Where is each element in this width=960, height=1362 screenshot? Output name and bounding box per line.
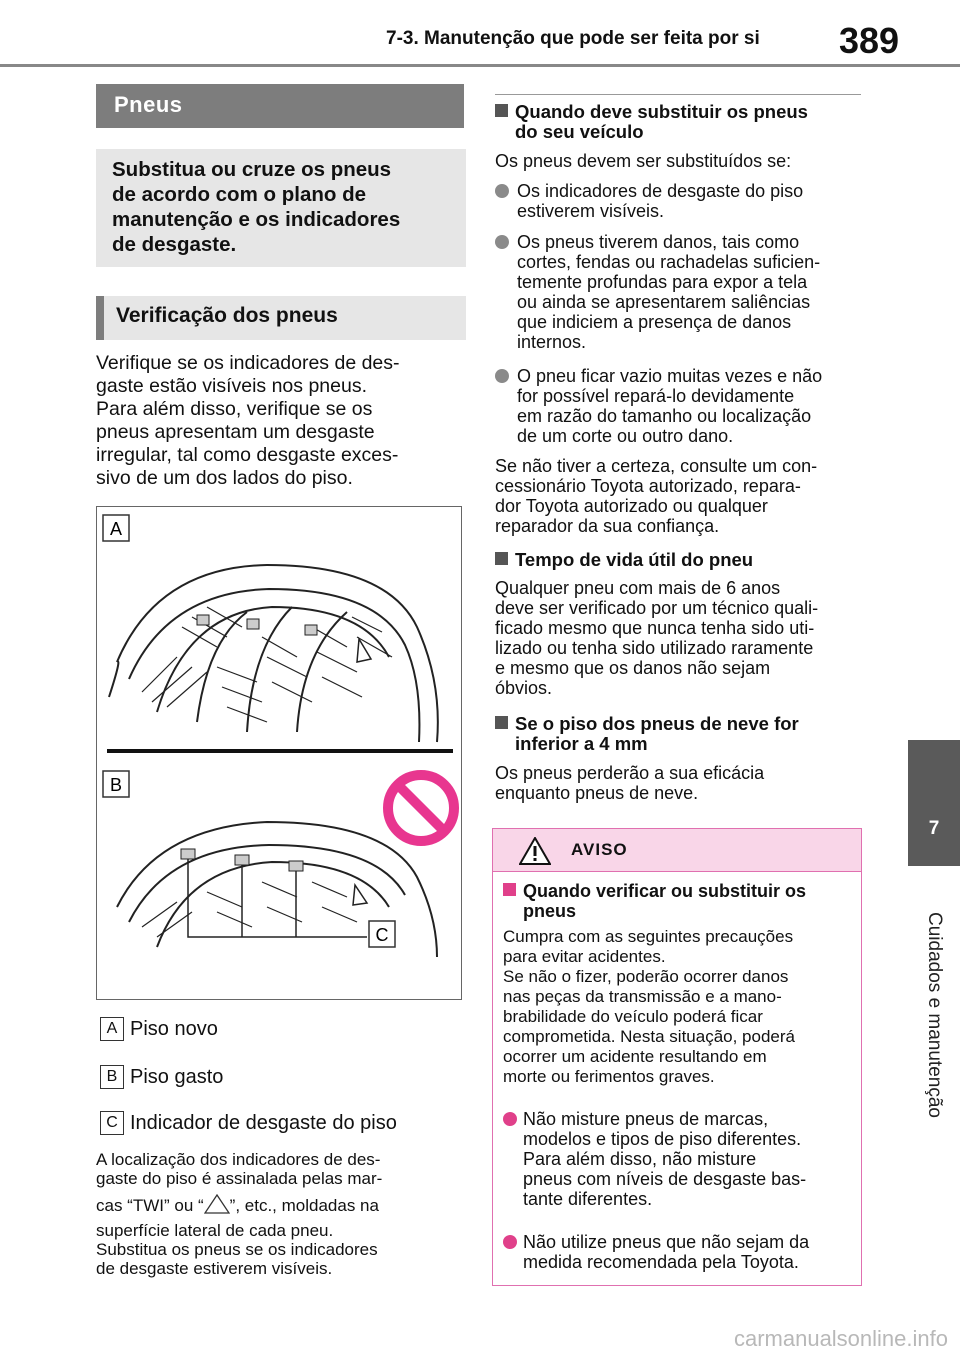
bullet-line: Não utilize pneus que não sejam da <box>523 1232 810 1252</box>
figure-label-c: C <box>375 925 389 945</box>
warning-subheading <box>503 881 806 921</box>
para-line: reparador da sua confiança. <box>495 516 720 536</box>
warning-bullet <box>503 1232 855 1272</box>
replace-bullet <box>495 366 865 446</box>
bullet-line: que indiciem a presença de danos <box>517 312 792 332</box>
legend-key: B <box>100 1065 124 1089</box>
bullet-line: em razão do tamanho ou localização <box>517 406 812 426</box>
legend-text: Piso novo <box>130 1018 218 1040</box>
summary-box <box>96 149 466 267</box>
note-text: cas “TWI” ou “ <box>96 1196 204 1215</box>
para-line: Qualquer pneu com mais de 6 anos <box>495 578 781 598</box>
para-line: nas peças da transmissão e a mano- <box>503 987 782 1006</box>
heading-text: Quando verificar ou substituir os <box>523 881 807 901</box>
para-line: óbvios. <box>495 678 553 698</box>
tire-life-text <box>495 578 865 698</box>
section-heading: Verificação dos pneus <box>96 296 466 340</box>
bullet-line: Os indicadores de desgaste do piso <box>517 181 804 201</box>
figure-label-a: A <box>109 519 123 539</box>
heading-text: Tempo de vida útil do pneu <box>515 549 754 570</box>
note-line: superfície lateral de cada pneu. <box>96 1221 334 1240</box>
section-header-title: 7-3. Manutenção que pode ser feita por si <box>386 28 760 49</box>
intro-line: Para além disso, verifique se os <box>96 398 373 420</box>
bullet-line: Não misture pneus de marcas, <box>523 1109 769 1129</box>
note-line: gaste do piso é assinalada pelas mar- <box>96 1169 383 1188</box>
bullet-line: Os pneus tiverem danos, tais como <box>517 232 800 252</box>
para-line: cessionário Toyota autorizado, repara- <box>495 476 801 496</box>
legend-key: C <box>100 1111 124 1135</box>
note-line-with-symbol <box>96 1194 466 1215</box>
wear-indicator-note <box>96 1150 466 1278</box>
chapter-tab[interactable]: 7 <box>908 740 960 866</box>
figure-label-b: B <box>109 775 123 795</box>
para-line: Os pneus perderão a sua eficácia <box>495 763 765 783</box>
intro-paragraph <box>96 352 466 490</box>
para-line: dor Toyota autorizado ou qualquer <box>495 496 768 516</box>
page-title: Pneus <box>96 84 464 128</box>
square-bullet-icon <box>495 104 508 117</box>
intro-line: Verifique se os indicadores de des- <box>96 352 400 374</box>
para-line: lizado ou tenha sido utilizado raramente <box>495 638 814 658</box>
square-bullet-icon <box>503 883 516 896</box>
para-line: ocorrer um acidente resultando em <box>503 1047 767 1066</box>
column-rule <box>495 94 861 95</box>
legend-text: Indicador de desgaste do piso <box>130 1112 397 1134</box>
bullet-dot-icon <box>495 235 509 249</box>
legend-item-b <box>100 1065 223 1089</box>
legend-text: Piso gasto <box>130 1066 224 1088</box>
para-line: comprometida. Nesta situação, poderá <box>503 1027 795 1046</box>
chapter-label: Cuidados e manutenção <box>924 912 945 1118</box>
replace-intro: Os pneus devem ser substituídos se: <box>495 151 792 171</box>
intro-line: gaste estão visíveis nos pneus. <box>96 375 367 397</box>
para-line: ficado mesmo que nunca tenha sido uti- <box>495 618 815 638</box>
tire-life-heading <box>495 550 753 570</box>
heading-text: inferior a 4 mm <box>515 733 648 754</box>
para-line: morte ou ferimentos graves. <box>503 1067 715 1086</box>
square-bullet-icon <box>495 716 508 729</box>
bullet-dot-icon <box>503 1235 517 1249</box>
note-text: ”, etc., moldadas na <box>229 1196 379 1215</box>
bullet-line: tante diferentes. <box>523 1189 653 1209</box>
snow-tire-heading <box>495 714 799 754</box>
heading-text: do seu veículo <box>515 121 644 142</box>
bullet-line: pneus com níveis de desgaste bas- <box>523 1169 807 1189</box>
replace-bullet <box>495 181 865 221</box>
legend-key: A <box>100 1017 124 1041</box>
note-line: A localização dos indicadores de des- <box>96 1150 381 1169</box>
bullet-line: O pneu ficar vazio muitas vezes e não <box>517 366 823 386</box>
header-divider <box>0 64 960 67</box>
triangle-icon <box>204 1194 230 1214</box>
para-line: para evitar acidentes. <box>503 947 666 966</box>
summary-line: de desgaste. <box>112 233 237 256</box>
para-line: enquanto pneus de neve. <box>495 783 699 803</box>
legend-item-a <box>100 1017 218 1041</box>
warning-header <box>493 829 861 872</box>
bullet-line: cortes, fendas ou rachadelas suficien- <box>517 252 821 272</box>
para-line: Cumpra com as seguintes precauções <box>503 927 794 946</box>
para-line: e mesmo que os danos não sejam <box>495 658 771 678</box>
warning-text <box>503 927 855 1087</box>
bullet-line: ou ainda se apresentarem saliências <box>517 292 811 312</box>
note-line: de desgaste estiverem visíveis. <box>96 1259 333 1278</box>
watermark: carmanualsonline.info <box>733 1326 948 1351</box>
replace-bullet <box>495 232 865 352</box>
bullet-line: modelos e tipos de piso diferentes. <box>523 1129 802 1149</box>
tire-illustration <box>97 507 460 998</box>
replace-heading <box>495 102 808 142</box>
bullet-line: estiverem visíveis. <box>517 201 665 221</box>
legend-item-c <box>100 1111 397 1135</box>
summary-line: manutenção e os indicadores <box>112 208 401 231</box>
para-line: brabilidade do veículo poderá ficar <box>503 1007 763 1026</box>
warning-title: AVISO <box>571 840 628 859</box>
note-line: Substitua os pneus se os indicadores <box>96 1240 378 1259</box>
bullet-line: internos. <box>517 332 587 352</box>
page-number: 389 <box>839 20 900 61</box>
intro-line: sivo de um dos lados do piso. <box>96 467 353 489</box>
warning-bullet <box>503 1109 855 1209</box>
prohibition-icon <box>388 775 454 841</box>
square-bullet-icon <box>495 552 508 565</box>
intro-line: irregular, tal como desgaste exces- <box>96 444 399 466</box>
bullet-line: temente profundas para expor a tela <box>517 272 808 292</box>
bullet-line: Para além disso, não misture <box>523 1149 757 1169</box>
heading-text: Quando deve substituir os pneus <box>515 101 808 122</box>
summary-line: Substitua ou cruze os pneus <box>112 158 392 181</box>
tire-wear-figure <box>96 506 462 1000</box>
snow-tire-text <box>495 763 865 803</box>
bullet-line: medida recomendada pela Toyota. <box>523 1252 799 1272</box>
bullet-line: de um corte ou outro dano. <box>517 426 734 446</box>
bullet-dot-icon <box>495 184 509 198</box>
figure-divider <box>107 749 453 753</box>
intro-line: pneus apresentam um desgaste <box>96 421 375 443</box>
heading-text: pneus <box>523 901 577 921</box>
para-line: deve ser verificado por um técnico quali- <box>495 598 819 618</box>
warning-icon <box>519 837 551 865</box>
summary-line: de acordo com o plano de <box>112 183 367 206</box>
heading-text: Se o piso dos pneus de neve for <box>515 713 799 734</box>
bullet-dot-icon <box>495 369 509 383</box>
para-line: Se não tiver a certeza, consulte um con- <box>495 456 818 476</box>
warning-box <box>492 828 862 1286</box>
new-tire-drawing <box>109 565 438 742</box>
replace-note <box>495 456 865 536</box>
para-line: Se não o fizer, poderão ocorrer danos <box>503 967 789 986</box>
bullet-dot-icon <box>503 1112 517 1126</box>
bullet-line: for possível repará-lo devidamente <box>517 386 795 406</box>
